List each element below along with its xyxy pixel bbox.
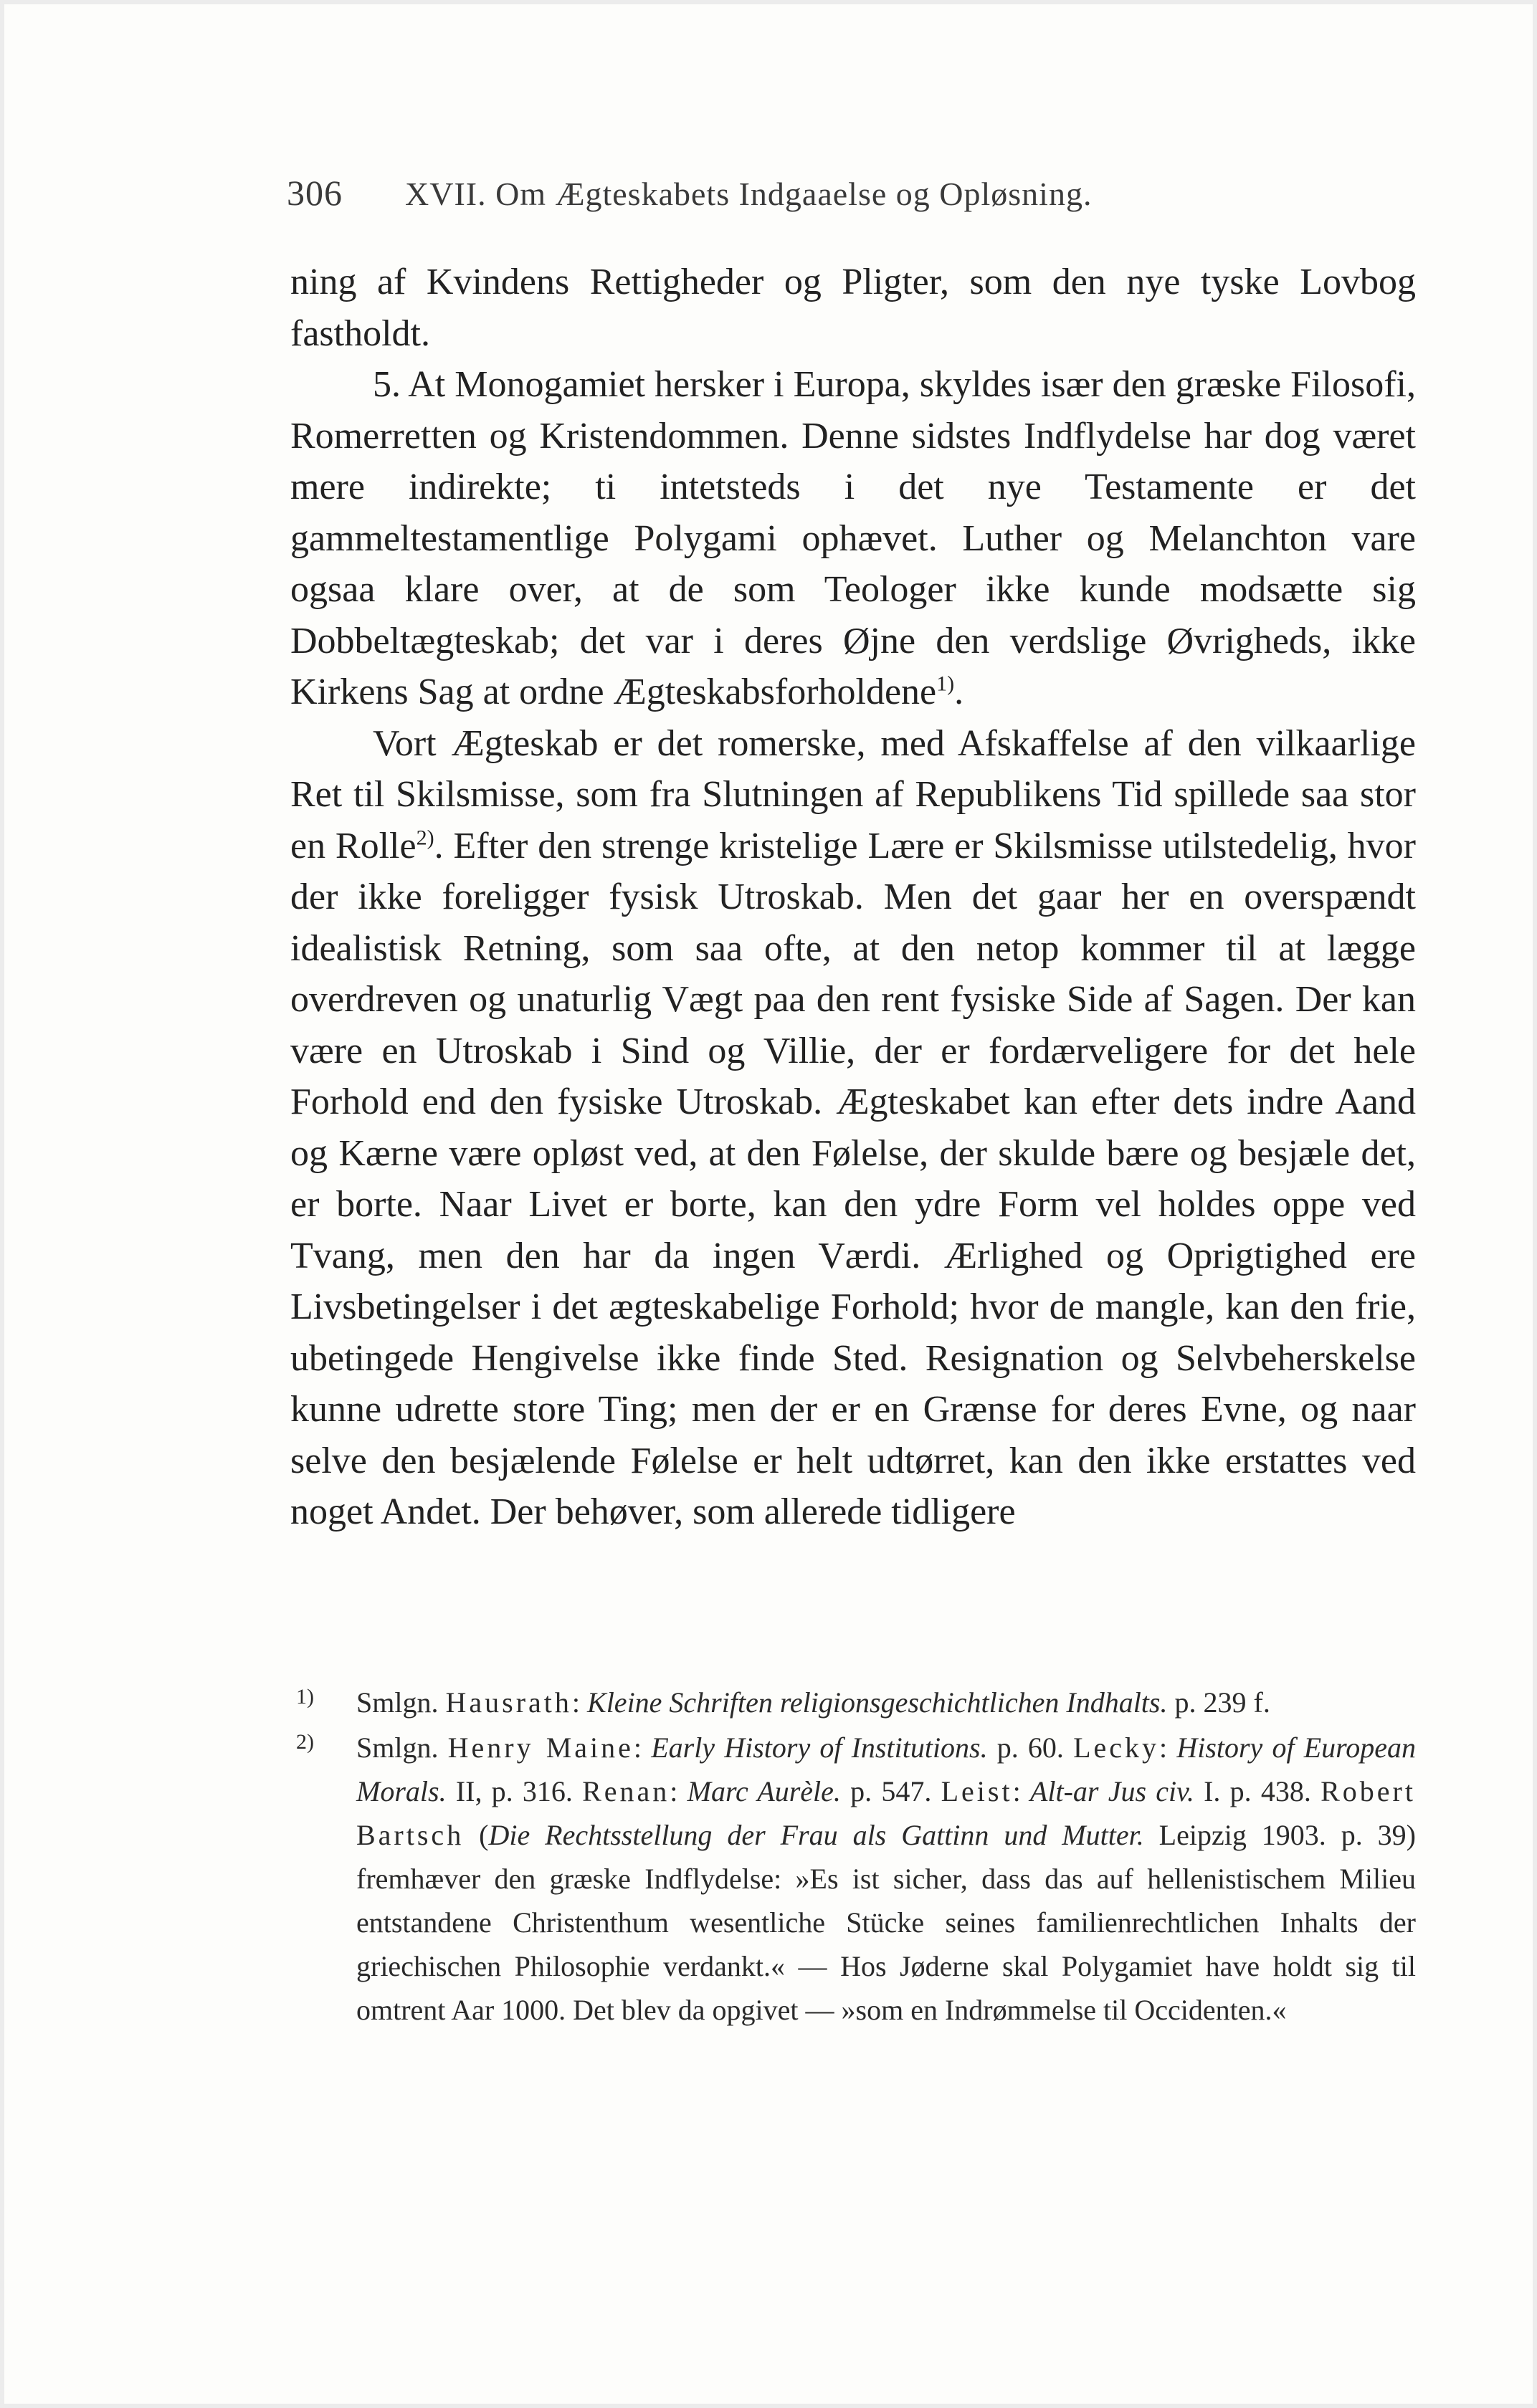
body-text [290, 257, 1416, 1538]
footnotes [290, 1681, 1416, 2033]
footnote-ref-1: 1) [936, 672, 955, 696]
footnote-2: 2) Smlgn. Henry Maine: Early History of Institutions. p. 60. Lecky: History of European Morals. II, p. 316. Renan: Marc Aurèle. p. 547. Leist: Alt-ar Jus civ. I. p. 438. Robert Bartsch (Die Rechtsstellung der Frau als Gattinn und Mutter. Leipzig 1903. p. 39) fremhæver den græske Indflydelse: »Es ist sicher, dass das auf hellenistischem Milieu entstandene Christenthum wesentliche Stücke seines familienrechtlichen Inhalts der griechischen Philosophie verdankt.« — Hos Jøderne skal Polygamiet have holdt sig til omtrent Aar 1000. Det blev da opgivet — »som en Indrømmelse til Occidenten.« [296, 1730, 1416, 2026]
chapter-title: XVII. Om Ægteskabets Indgaaelse og Opløsning. [405, 176, 1093, 212]
paragraph-2: 5. At Monogamiet hersker i Europa, skyldes især den græske Filosofi, Romerretten og Kristendommen. Denne sidstes Indflydelse har dog været mere indirekte; ti intetsteds i det nye Testamente er det gammeltestamentlige Polygami ophævet. Luther og Melanchton vare ogsaa klare over, at de som Teologer ikke kunde modsætte sig Dobbeltægteskab; det var i deres Øjne den verdslige Øvrigheds, ikke Kirkens Sag at ordne Ægteskabsforholdene$^{1)}$. [290, 364, 1416, 712]
footnote-ref-2: 2) [416, 826, 434, 850]
footnote-1: 1) Smlgn. Hausrath: Kleine Schriften religionsgeschichtlichen Indhalts. p. 239 f. [296, 1685, 1270, 1719]
page-number: 306 [287, 173, 343, 213]
paragraph-1: ning af Kvindens Rettigheder og Pligter, som den nye tyske Lovbog fastholdt. [290, 262, 1416, 354]
running-head [287, 172, 1247, 214]
paragraph-3: Vort Ægteskab er det romerske, med Afskaffelse af den vilkaarlige Ret til Skilsmisse, som fra Slutningen af Republikens Tid spillede saa stor en Rolle$^{2)}$. Efter den strenge kristelige Lære er Skilsmisse utilstedelig, hvor der ikke foreligger fysisk Utroskab. Men det gaar her en overspændt idealistisk Retning, som saa ofte, at den netop kommer til at lægge overdreven og unaturlig Vægt paa den rent fysiske Side af Sagen. Der kan være en Utroskab i Sind og Villie, der er fordærveligere for det hele Forhold end den fysiske Utroskab. Ægteskabet kan efter dets indre Aand og Kærne være opløst ved, at den Følelse, der skulde bære og besjæle det, er borte. Naar Livet er borte, kan den ydre Form vel holdes oppe ved Tvang, men den har da ingen Værdi. Ærlighed og Oprigtighed ere Livsbetingelser i det ægteskabelige Forhold; hvor de mangle, kan den frie, ubetingede Hengivelse ikke finde Sted. Resignation og Selvbeherskelse kunne udrette store Ting; men der er en Grænse for deres Evne, og naar selve den besjælende Følelse er helt udtørret, kan den ikke erstattes ved noget Andet. Der behøver, som allerede tidligere [290, 722, 1416, 1532]
